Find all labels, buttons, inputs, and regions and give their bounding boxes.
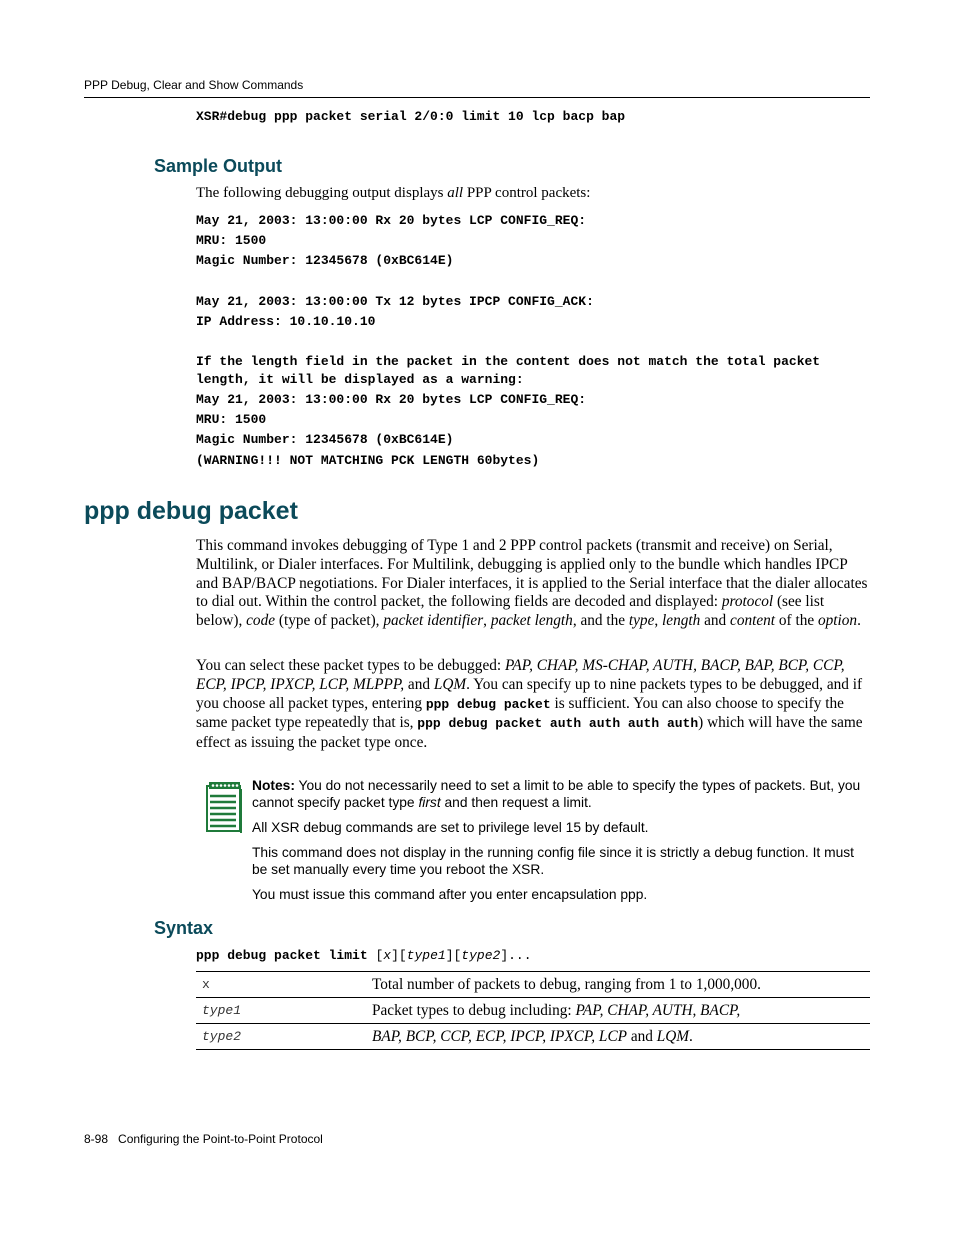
syntax-line: ppp debug packet limit [x][type1][type2]... xyxy=(196,948,532,963)
syntax-heading: Syntax xyxy=(154,918,214,938)
sample-output-heading: Sample Output xyxy=(154,156,283,176)
param-name: type2 xyxy=(196,1024,364,1050)
output-line: MRU: 1500 xyxy=(196,412,267,427)
table-row xyxy=(196,998,870,1024)
notepad-icon xyxy=(205,780,243,839)
note-3: This command does not display in the running config file since it is strictly a debug function. It must be set manually every time you reboot the XSR. xyxy=(252,845,854,877)
page-number: 8-98 xyxy=(84,1132,109,1146)
param-description: BAP, BCP, CCP, ECP, IPCP, IPXCP, LCP and LQM. xyxy=(364,1024,870,1050)
sample-output-intro: The following debugging output displays all PPP control packets: xyxy=(196,185,591,201)
output-line: May 21, 2003: 13:00:00 Rx 20 bytes LCP CONFIG_REQ: xyxy=(196,392,587,407)
param-name: type1 xyxy=(196,998,364,1024)
table-row xyxy=(196,972,870,998)
chapter-title: Configuring the Point-to-Point Protocol xyxy=(118,1132,323,1146)
note-4: You must issue this command after you enter encapsulation ppp. xyxy=(252,887,648,902)
output-line: May 21, 2003: 13:00:00 Rx 20 bytes LCP CONFIG_REQ: xyxy=(196,213,587,228)
param-name: x xyxy=(196,972,364,998)
running-header: PPP Debug, Clear and Show Commands xyxy=(84,78,304,92)
output-line: If the length field in the packet in the content does not match the total packet xyxy=(196,354,821,369)
output-line: IP Address: 10.10.10.10 xyxy=(196,314,376,329)
param-description: Packet types to debug including: PAP, CHAP, AUTH, BACP, xyxy=(364,998,870,1024)
output-line: May 21, 2003: 13:00:00 Tx 12 bytes IPCP CONFIG_ACK: xyxy=(196,294,594,309)
command-example: XSR#debug ppp packet serial 2/0:0 limit 10 lcp bacp bap xyxy=(196,109,626,124)
parameter-table xyxy=(196,971,870,1050)
description-paragraph-1: This command invokes debugging of Type 1 and 2 PPP control packets (transmit and receive) on Serial, Multilink, or Dialer interfaces. For Multilink, debugging is applied only to the bundle which handles IPCP and BAP/BACP negotiations. For Dialer interfaces, it is applied to the Serial interface that the dialer allocates to dial out. Within the control packet, the following fields are decoded and displayed: protocol (see list below), code (type of packet), packet identifier, packet length, and the type, length and content of the option. xyxy=(196,537,868,630)
output-line: MRU: 1500 xyxy=(196,233,267,248)
note-2: All XSR debug commands are set to privilege level 15 by default. xyxy=(252,820,649,835)
output-line: Magic Number: 12345678 (0xBC614E) xyxy=(196,432,454,447)
output-line: Magic Number: 12345678 (0xBC614E) xyxy=(196,253,454,268)
page-footer xyxy=(84,1132,323,1146)
note-1: Notes: You do not necessarily need to set a limit to be able to specify the types of packets. But, you cannot specify packet type first and then request a limit. xyxy=(252,778,861,810)
header-rule xyxy=(84,97,870,98)
table-row xyxy=(196,1024,870,1050)
output-line: (WARNING!!! NOT MATCHING PCK LENGTH 60bytes) xyxy=(196,453,540,468)
description-paragraph-2: You can select these packet types to be debugged: PAP, CHAP, MS-CHAP, AUTH, BACP, BAP, BCP, CCP, ECP, IPCP, IPXCP, LCP, MLPPP, and LQM. You can specify up to nine packets types to be debugged, and if you choose all packet types, entering ppp debug packet is sufficient. You can also choose to specify the same packet type repeatedly that is, ppp debug packet auth auth auth auth) which will have the same effect as issuing the packet type once. xyxy=(196,657,863,752)
output-line: length, it will be displayed as a warning: xyxy=(196,372,524,387)
section-title: ppp debug packet xyxy=(84,497,298,525)
param-description: Total number of packets to debug, ranging from 1 to 1,000,000. xyxy=(364,972,870,998)
